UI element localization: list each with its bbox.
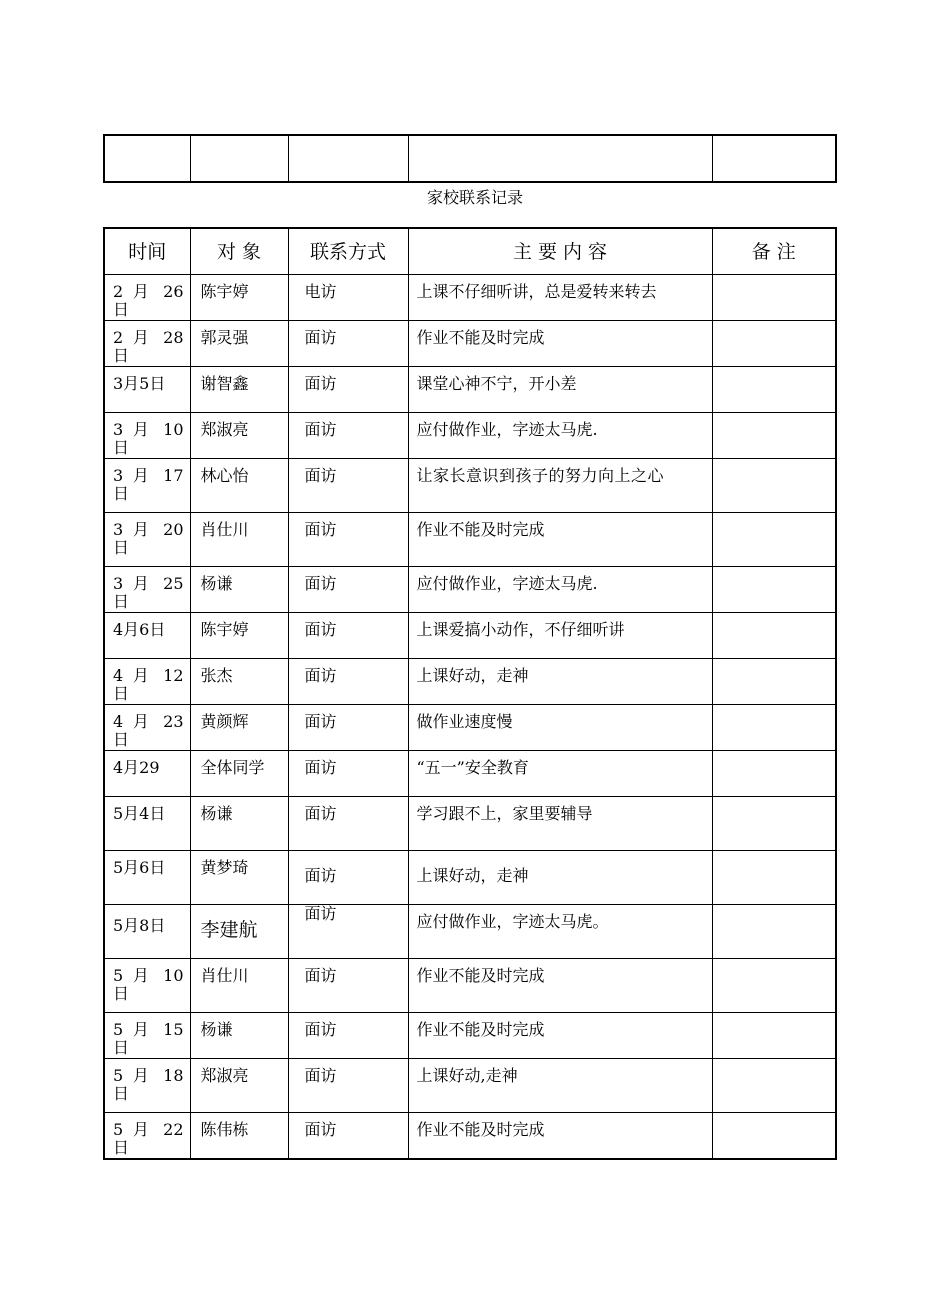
name-cell: 杨谦 xyxy=(190,1013,288,1059)
remark-cell xyxy=(712,797,836,851)
name-cell: 林心怡 xyxy=(190,459,288,513)
date-cell: 3 月 20 日 xyxy=(104,513,190,567)
method-cell: 面访 xyxy=(288,959,408,1013)
content-cell: 作业不能及时完成 xyxy=(408,321,712,367)
date-cell: 5月4日 xyxy=(104,797,190,851)
table-row xyxy=(104,135,836,182)
table-row xyxy=(104,751,836,797)
table-row xyxy=(104,613,836,659)
date-cell: 5月6日 xyxy=(104,851,190,905)
remark-cell xyxy=(712,959,836,1013)
table-row xyxy=(104,513,836,567)
date-cell: 3月5日 xyxy=(104,367,190,413)
remark-cell xyxy=(712,459,836,513)
date-cell: 2 月 26 日 xyxy=(104,275,190,321)
method-cell: 面访 xyxy=(288,1113,408,1159)
header-content: 主 要 内 容 xyxy=(408,228,712,275)
name-cell: 陈宇婷 xyxy=(190,275,288,321)
table-row xyxy=(104,959,836,1013)
top-cell xyxy=(190,135,288,182)
name-cell: 肖仕川 xyxy=(190,959,288,1013)
table-row xyxy=(104,797,836,851)
table-row xyxy=(104,1013,836,1059)
date-cell: 5 月 15 日 xyxy=(104,1013,190,1059)
method-cell: 面访 xyxy=(288,367,408,413)
date-cell: 3 月 17 日 xyxy=(104,459,190,513)
method-cell: 面访 xyxy=(288,459,408,513)
date-cell: 5 月 18 日 xyxy=(104,1059,190,1113)
content-cell: 上课好动，走神 xyxy=(408,851,712,905)
table-row xyxy=(104,851,836,905)
date-cell: 2 月 28 日 xyxy=(104,321,190,367)
remark-cell xyxy=(712,321,836,367)
method-cell: 面访 xyxy=(288,1059,408,1113)
date-cell: 4 月 12 日 xyxy=(104,659,190,705)
table-row xyxy=(104,367,836,413)
name-cell: 肖仕川 xyxy=(190,513,288,567)
date-cell: 4月6日 xyxy=(104,613,190,659)
top-blank-table xyxy=(103,134,837,183)
content-cell: 学习跟不上，家里要辅导 xyxy=(408,797,712,851)
page-title: 家校联系记录 xyxy=(426,188,523,207)
remark-cell xyxy=(712,905,836,959)
remark-cell xyxy=(712,567,836,613)
remark-cell xyxy=(712,413,836,459)
table-row xyxy=(104,705,836,751)
remark-cell xyxy=(712,1113,836,1159)
table-row xyxy=(104,459,836,513)
header-remark: 备 注 xyxy=(712,228,836,275)
method-cell: 面访 xyxy=(288,321,408,367)
date-cell: 5 月 22 日 xyxy=(104,1113,190,1159)
method-cell: 面访 xyxy=(288,797,408,851)
content-cell: 课堂心神不宁，开小差 xyxy=(408,367,712,413)
content-cell: 应付做作业，字迹太马虎. xyxy=(408,413,712,459)
top-cell xyxy=(712,135,836,182)
name-cell: 谢智鑫 xyxy=(190,367,288,413)
method-cell: 电访 xyxy=(288,275,408,321)
remark-cell xyxy=(712,705,836,751)
content-cell: 应付做作业，字迹太马虎。 xyxy=(408,905,712,959)
date-cell: 3 月 10 日 xyxy=(104,413,190,459)
method-cell: 面访 xyxy=(288,905,408,959)
remark-cell xyxy=(712,659,836,705)
content-cell: 作业不能及时完成 xyxy=(408,959,712,1013)
name-cell: 黄梦琦 xyxy=(190,851,288,905)
remark-cell xyxy=(712,851,836,905)
content-cell: “五一”安全教育 xyxy=(408,751,712,797)
name-cell: 陈宇婷 xyxy=(190,613,288,659)
remark-cell xyxy=(712,367,836,413)
method-cell: 面访 xyxy=(288,513,408,567)
remark-cell xyxy=(712,513,836,567)
content-cell: 做作业速度慢 xyxy=(408,705,712,751)
header-time: 时间 xyxy=(104,228,190,275)
table-row xyxy=(104,1059,836,1113)
method-cell: 面访 xyxy=(288,613,408,659)
method-cell: 面访 xyxy=(288,751,408,797)
method-cell: 面访 xyxy=(288,659,408,705)
content-cell: 上课不仔细听讲，总是爱转来转去 xyxy=(408,275,712,321)
method-cell: 面访 xyxy=(288,1013,408,1059)
name-cell: 陈伟栋 xyxy=(190,1113,288,1159)
remark-cell xyxy=(712,1059,836,1113)
date-cell: 5月8日 xyxy=(104,905,190,959)
date-cell: 4 月 23 日 xyxy=(104,705,190,751)
name-cell: 郑淑亮 xyxy=(190,1059,288,1113)
content-cell: 作业不能及时完成 xyxy=(408,1113,712,1159)
content-cell: 让家长意识到孩子的努力向上之心 xyxy=(408,459,712,513)
remark-cell xyxy=(712,275,836,321)
name-cell: 黄颜辉 xyxy=(190,705,288,751)
name-cell: 李建航 xyxy=(190,905,288,959)
table-row xyxy=(104,905,836,959)
content-cell: 上课好动，走神 xyxy=(408,659,712,705)
content-cell: 上课爱搞小动作，不仔细听讲 xyxy=(408,613,712,659)
table-row xyxy=(104,567,836,613)
name-cell: 郑淑亮 xyxy=(190,413,288,459)
method-cell: 面访 xyxy=(288,851,408,905)
table-row xyxy=(104,275,836,321)
table-row xyxy=(104,413,836,459)
date-cell: 4月29 xyxy=(104,751,190,797)
content-cell: 应付做作业，字迹太马虎. xyxy=(408,567,712,613)
header-target: 对 象 xyxy=(190,228,288,275)
remark-cell xyxy=(712,751,836,797)
top-cell xyxy=(408,135,712,182)
method-cell: 面访 xyxy=(288,705,408,751)
name-cell: 郭灵强 xyxy=(190,321,288,367)
content-cell: 上课好动,走神 xyxy=(408,1059,712,1113)
name-cell: 全体同学 xyxy=(190,751,288,797)
table-header-row xyxy=(104,228,836,275)
top-cell xyxy=(288,135,408,182)
table-row xyxy=(104,1113,836,1159)
name-cell: 张杰 xyxy=(190,659,288,705)
date-cell: 3 月 25 日 xyxy=(104,567,190,613)
top-cell xyxy=(104,135,190,182)
table-row xyxy=(104,321,836,367)
header-method: 联系方式 xyxy=(288,228,408,275)
name-cell: 杨谦 xyxy=(190,567,288,613)
method-cell: 面访 xyxy=(288,567,408,613)
contact-record-table xyxy=(103,227,837,1160)
table-row xyxy=(104,659,836,705)
content-cell: 作业不能及时完成 xyxy=(408,513,712,567)
content-cell: 作业不能及时完成 xyxy=(408,1013,712,1059)
remark-cell xyxy=(712,613,836,659)
date-cell: 5 月 10 日 xyxy=(104,959,190,1013)
remark-cell xyxy=(712,1013,836,1059)
method-cell: 面访 xyxy=(288,413,408,459)
name-cell: 杨谦 xyxy=(190,797,288,851)
